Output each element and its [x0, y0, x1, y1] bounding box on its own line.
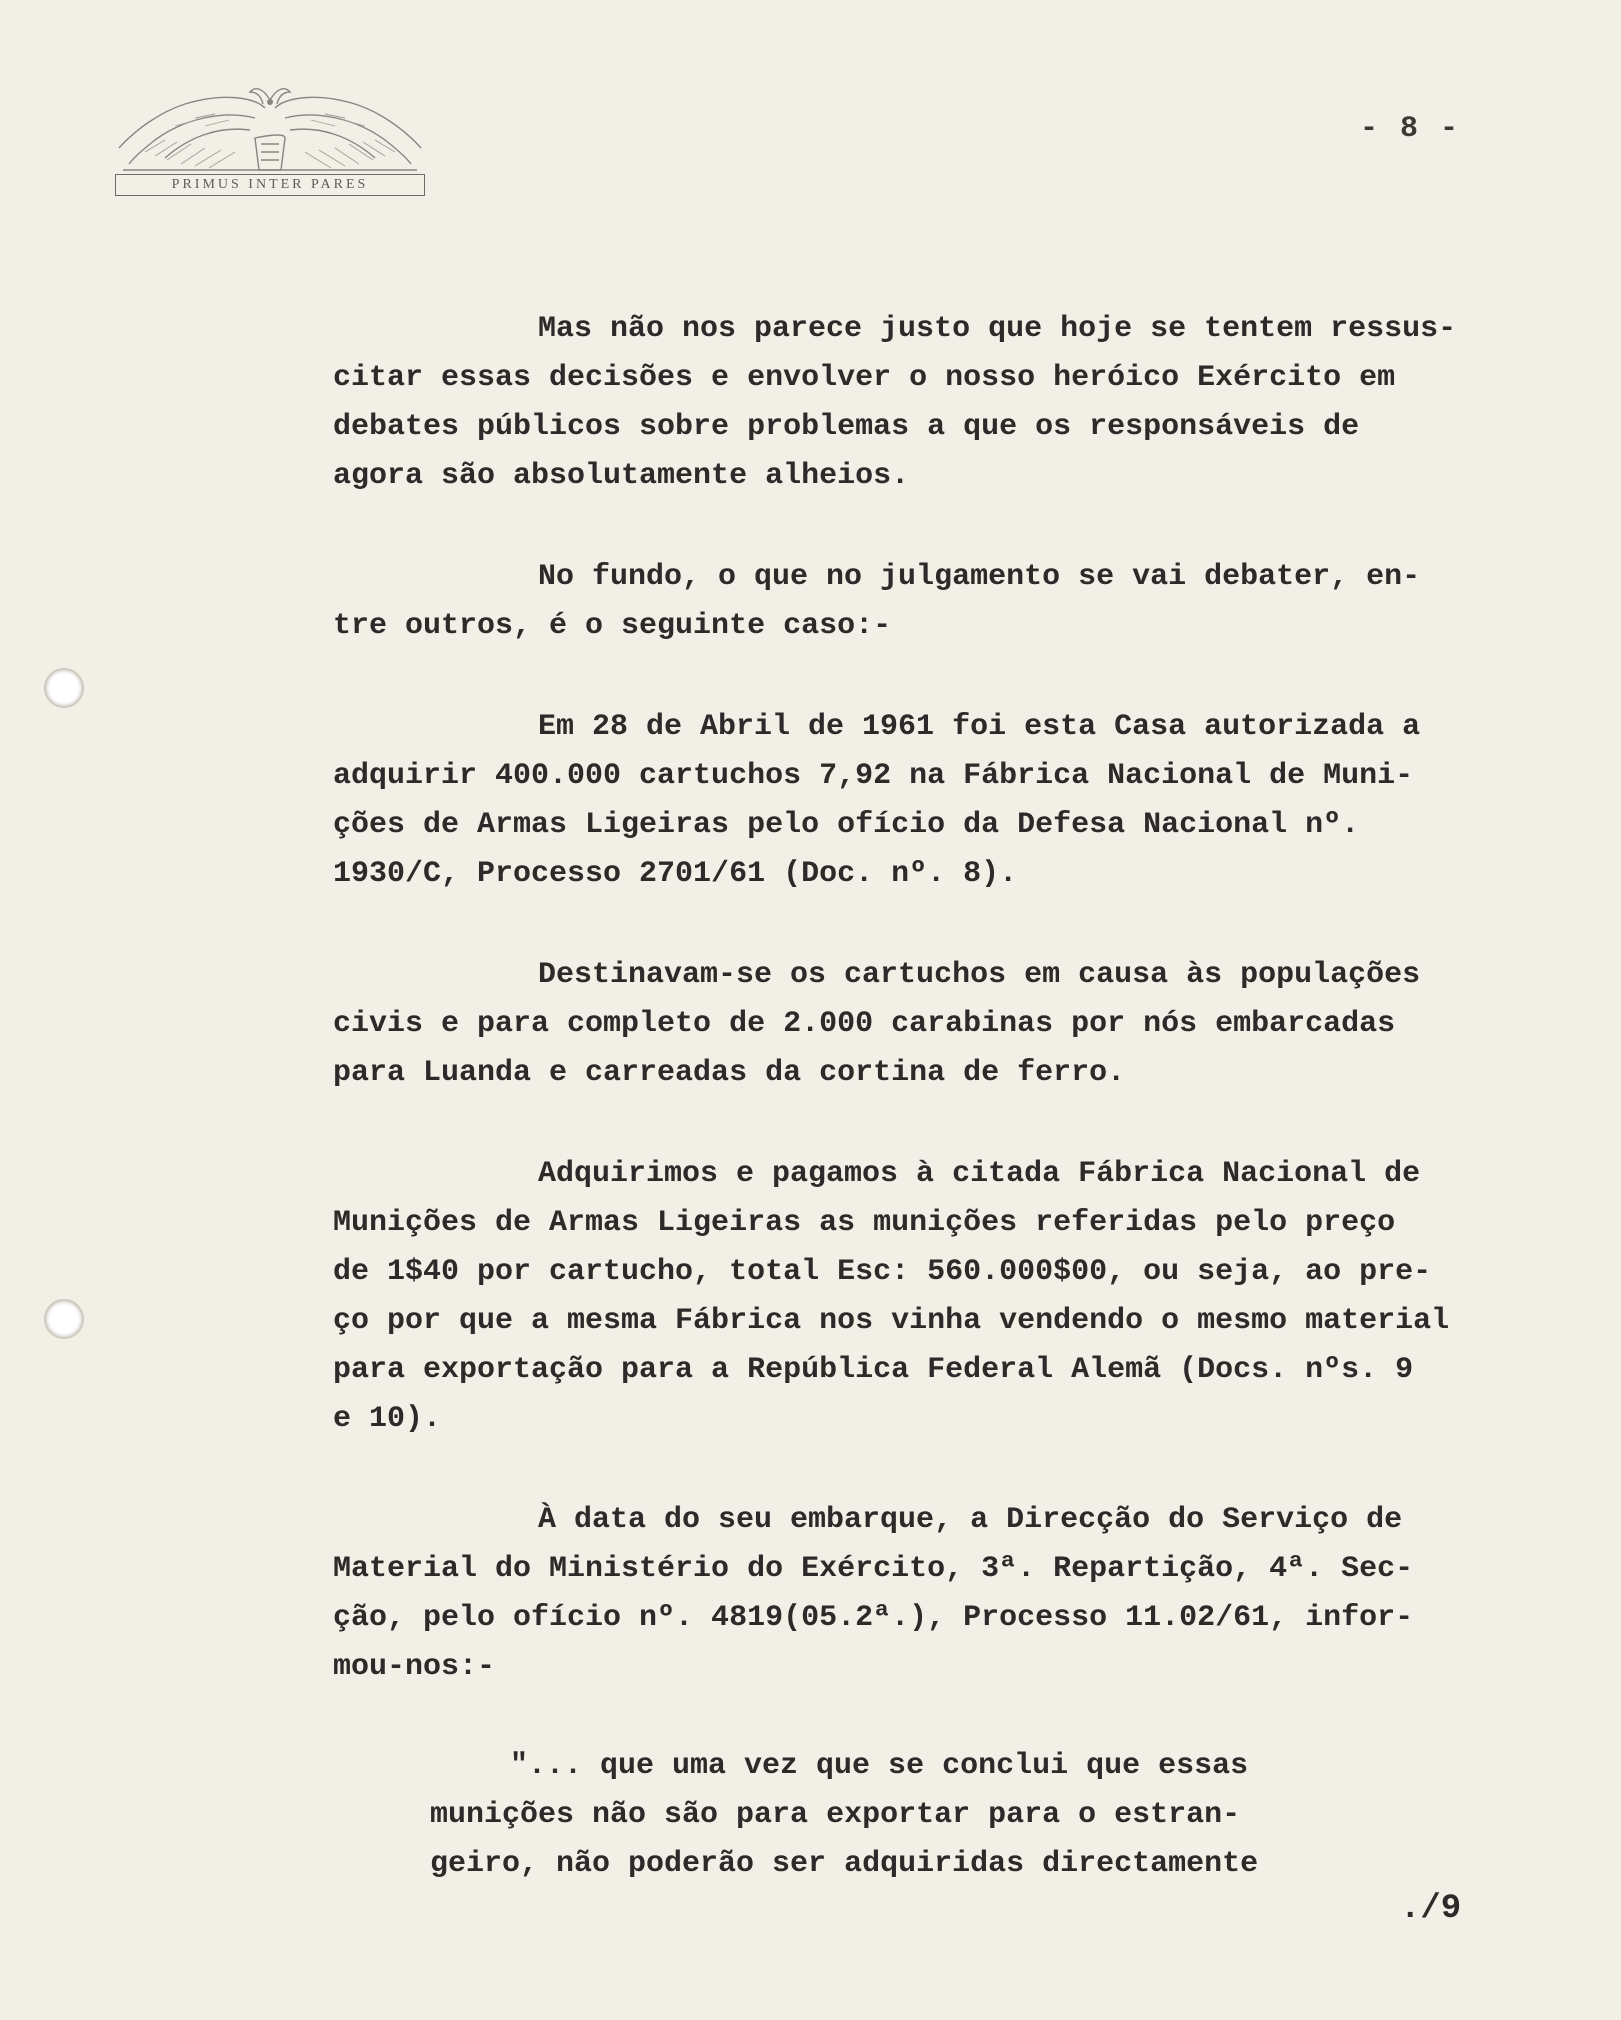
body-text	[333, 305, 1613, 1889]
text-line: adquirir 400.000 cartuchos 7,92 na Fábrica Nacional de Muni-	[333, 759, 1414, 793]
text-line: ções de Armas Ligeiras pelo ofício da Defesa Nacional nº.	[333, 808, 1360, 842]
text-line: 1930/C, Processo 2701/61 (Doc. nº. 8).	[333, 857, 1018, 891]
punch-hole-icon	[44, 668, 84, 708]
paragraph	[333, 703, 1613, 899]
block-quote	[430, 1742, 1613, 1889]
punch-hole-icon	[44, 1299, 84, 1339]
text-line: Munições de Armas Ligeiras as munições referidas pelo preço	[333, 1206, 1396, 1240]
text-line: No fundo, o que no julgamento se vai debater, en-	[538, 560, 1421, 594]
text-line: tre outros, é o seguinte caso:-	[333, 609, 892, 643]
letterhead-motto: PRIMUS INTER PARES	[115, 174, 425, 196]
text-line: À data do seu embarque, a Direcção do Serviço de	[538, 1503, 1403, 1537]
text-line: debates públicos sobre problemas a que os responsáveis de	[333, 410, 1360, 444]
text-line: e 10).	[333, 1402, 442, 1436]
text-line: civis e para completo de 2.000 carabinas por nós embarcadas	[333, 1007, 1396, 1041]
paragraph	[333, 1150, 1613, 1444]
text-line: para Luanda e carreadas da cortina de ferro.	[333, 1056, 1126, 1090]
text-line: Adquirimos e pagamos à citada Fábrica Nacional de	[538, 1157, 1421, 1191]
paragraph	[333, 305, 1613, 501]
paragraph	[333, 1496, 1613, 1692]
text-line: Em 28 de Abril de 1961 foi esta Casa autorizada a	[538, 710, 1421, 744]
text-line: Material do Ministério do Exército, 3ª. Repartição, 4ª. Sec-	[333, 1552, 1414, 1586]
quote-line: geiro, não poderão ser adquiridas directamente	[430, 1847, 1259, 1881]
text-line: ção, pelo ofício nº. 4819(05.2ª.), Processo 11.02/61, infor-	[333, 1601, 1414, 1635]
text-line: para exportação para a República Federal Alemã (Docs. nºs. 9	[333, 1353, 1414, 1387]
text-line: de 1$40 por cartucho, total Esc: 560.000$00, ou seja, ao pre-	[333, 1255, 1432, 1289]
text-line: mou-nos:-	[333, 1650, 496, 1684]
eagle-emblem-icon	[105, 78, 435, 178]
text-line: citar essas decisões e envolver o nosso heróico Exército em	[333, 361, 1396, 395]
continuation-marker: ./9	[1400, 1890, 1462, 1928]
quote-line: munições não são para exportar para o estran-	[430, 1798, 1241, 1832]
text-line: agora são absolutamente alheios.	[333, 459, 910, 493]
paragraph	[333, 951, 1613, 1098]
paragraph	[333, 553, 1613, 651]
text-line: Destinavam-se os cartuchos em causa às populações	[538, 958, 1421, 992]
letterhead	[105, 78, 435, 203]
text-line: Mas não nos parece justo que hoje se tentem ressus-	[538, 312, 1457, 346]
quote-line: "... que uma vez que se conclui que essas	[510, 1749, 1249, 1783]
page-number: - 8 -	[1360, 112, 1461, 146]
text-line: ço por que a mesma Fábrica nos vinha vendendo o mesmo material	[333, 1304, 1450, 1338]
